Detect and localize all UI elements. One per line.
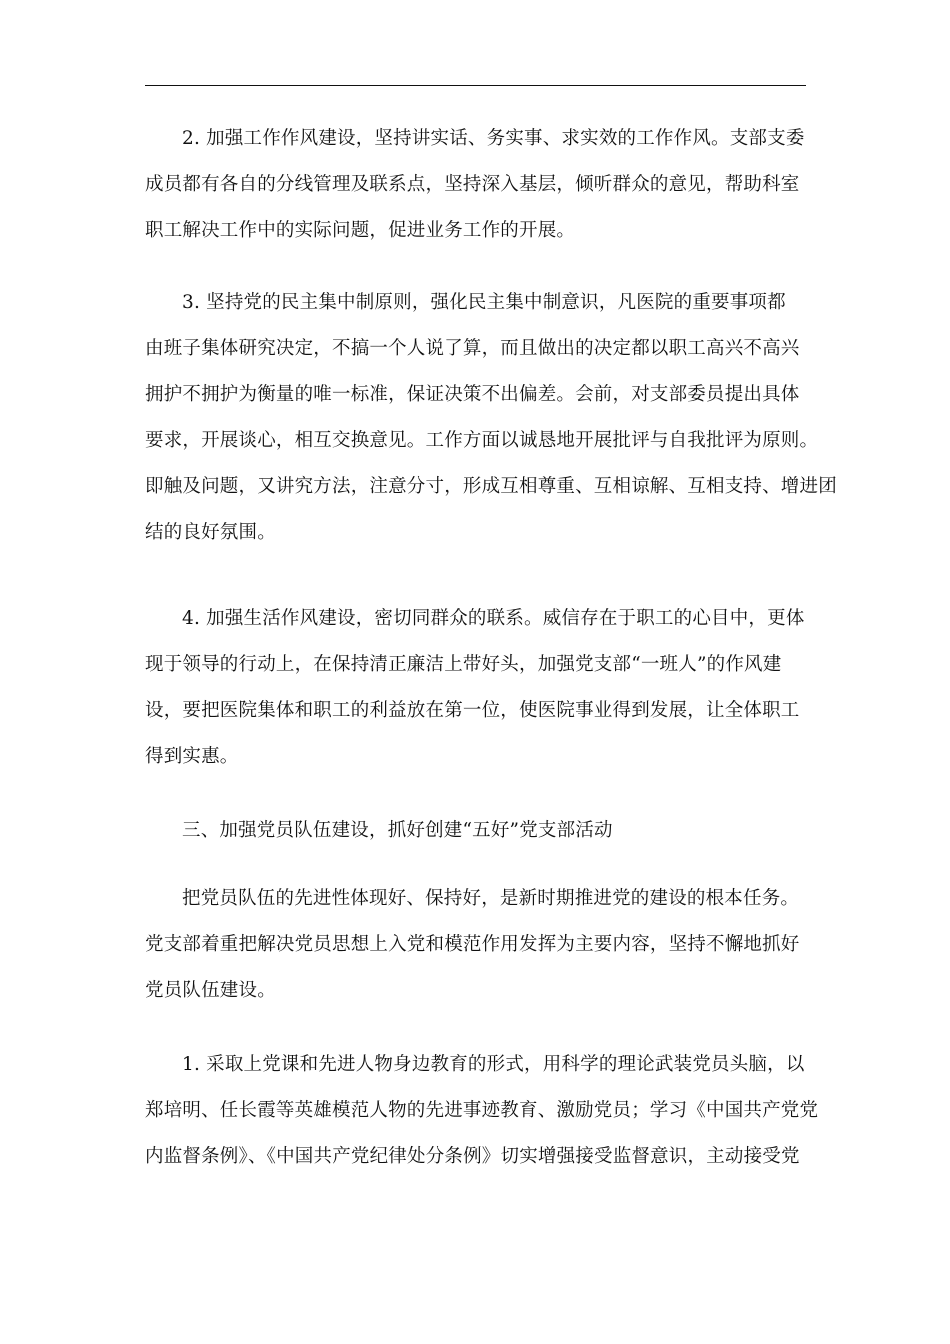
paragraph-life-style <box>145 596 807 780</box>
text-line: 2. 加强工作作风建设，坚持讲实话、务实事、求实效的工作作风。支部支委 <box>182 128 805 149</box>
text-line: 现于领导的行动上，在保持清正廉洁上带好头，加强党支部“一班人”的作风建 <box>145 654 782 675</box>
text-line: 党员队伍建设。 <box>145 980 276 1001</box>
paragraph-work-style <box>145 116 807 254</box>
text-line: 拥护不拥护为衡量的唯一标准，保证决策不出偏差。会前，对支部委员提出具体 <box>145 384 800 405</box>
text-line: 由班子集体研究决定，不搞一个人说了算，而且做出的决定都以职工高兴不高兴 <box>145 338 800 359</box>
text-line: 成员都有各自的分线管理及联系点，坚持深入基层，倾听群众的意见，帮助科室 <box>145 174 800 195</box>
text-line: 1. 采取上党课和先进人物身边教育的形式，用科学的理论武装党员头脑，以 <box>182 1054 805 1075</box>
text-line: 4. 加强生活作风建设，密切同群众的联系。威信存在于职工的心目中，更体 <box>182 608 805 629</box>
text-line: 郑培明、任长霞等英雄模范人物的先进事迹教育、激励党员；学习《中国共产党党 <box>145 1100 819 1121</box>
paragraph-team-building <box>145 876 807 1014</box>
text-line: 内监督条例》、《中国共产党纪律处分条例》切实增强接受监督意识，主动接受党 <box>145 1146 800 1167</box>
paragraph-democratic-centralism <box>145 280 837 556</box>
text-line: 把党员队伍的先进性体现好、保持好，是新时期推进党的建设的根本任务。 <box>182 888 800 909</box>
text-line: 设，要把医院集体和职工的利益放在第一位，使医院事业得到发展，让全体职工 <box>145 700 800 721</box>
text-line: 要求，开展谈心，相互交换意见。工作方面以诚恳地开展批评与自我批评为原则。 <box>145 430 819 451</box>
text-line: 党支部着重把解决党员思想上入党和模范作用发挥为主要内容，坚持不懈地抓好 <box>145 934 800 955</box>
paragraph-party-lessons <box>145 1042 819 1180</box>
text-line: 3. 坚持党的民主集中制原则，强化民主集中制意识，凡医院的重要事项都 <box>182 292 786 313</box>
section-heading-three <box>145 808 807 854</box>
text-line: 得到实惠。 <box>145 746 239 767</box>
text-line: 即触及问题，又讲究方法，注意分寸，形成互相尊重、互相谅解、互相支持、增进团 <box>145 476 837 497</box>
section-heading: 三、加强党员队伍建设，抓好创建“五好”党支部活动 <box>182 820 613 841</box>
text-line: 职工解决工作中的实际问题，促进业务工作的开展。 <box>145 220 576 241</box>
text-line: 结的良好氛围。 <box>145 522 276 543</box>
header-rule <box>145 85 806 86</box>
